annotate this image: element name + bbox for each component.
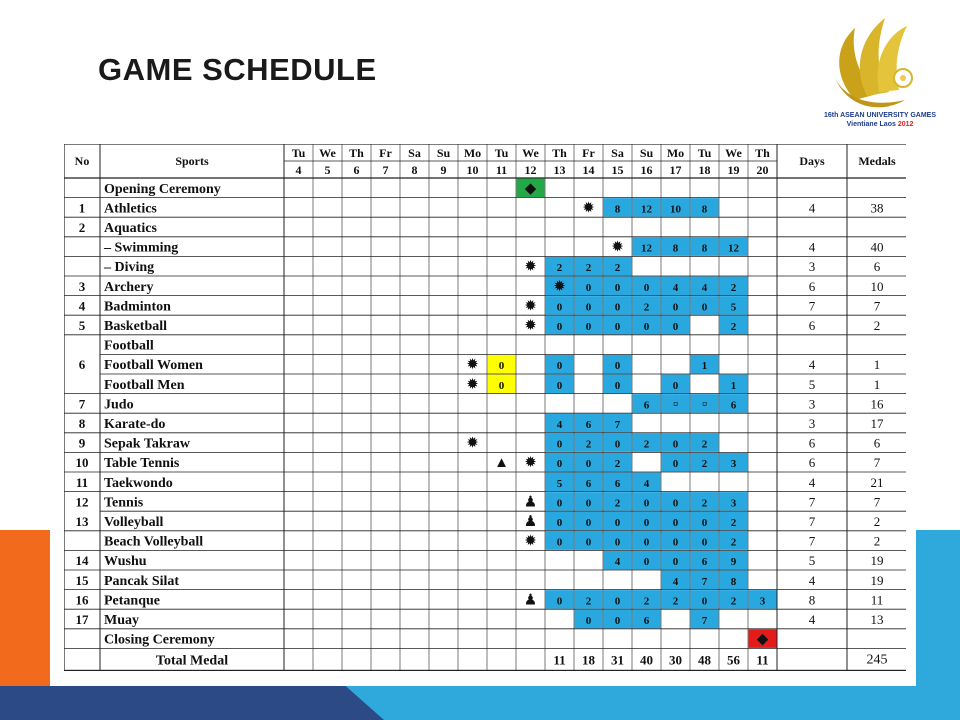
- header-date: 16: [640, 163, 653, 177]
- medal-count: 0: [585, 301, 592, 314]
- header-day-name: We: [725, 146, 742, 160]
- medal-count: 12: [641, 242, 652, 255]
- medal-count: 0: [643, 556, 650, 569]
- total-value: 31: [611, 652, 624, 668]
- medal-count: 2: [672, 595, 679, 608]
- medal-count: 0: [614, 360, 621, 373]
- medal-count: 3: [759, 595, 766, 608]
- sport-name: Judo: [104, 397, 134, 413]
- row-medals: 6: [873, 259, 881, 275]
- sport-name: Table Tennis: [104, 456, 180, 472]
- header-medals: Medals: [858, 154, 896, 168]
- header-sports: Sports: [175, 154, 209, 168]
- row-medals: 2: [873, 533, 881, 549]
- row-days: 5: [808, 376, 816, 392]
- row-number: 12: [75, 494, 89, 510]
- header-date: 19: [727, 163, 740, 177]
- event-symbol: ✹: [553, 278, 566, 295]
- medal-count: 0: [701, 301, 708, 314]
- sport-name: Karate-do: [104, 417, 166, 432]
- row-days: 4: [808, 200, 816, 216]
- total-value: 18: [582, 652, 595, 668]
- event-symbol: ▲: [494, 455, 509, 472]
- medal-count: 8: [701, 203, 708, 216]
- row-days: 6: [808, 318, 816, 333]
- medal-count: 5: [730, 301, 737, 314]
- row-days: 7: [808, 298, 816, 314]
- medal-count: 0: [614, 517, 621, 529]
- event-symbol: ✹: [524, 318, 537, 334]
- medal-count: 0: [585, 281, 592, 294]
- row-medals: 7: [873, 455, 881, 471]
- event-symbol: ♟: [523, 514, 538, 530]
- row-days: 3: [808, 259, 816, 275]
- medal-count: 8: [672, 242, 679, 255]
- sport-name: Basketball: [104, 319, 168, 334]
- sport-name: Tennis: [104, 495, 144, 511]
- medal-count: 2: [585, 438, 592, 451]
- header-day-name: Th: [349, 146, 364, 160]
- total-value: 48: [698, 652, 711, 668]
- medal-count: 0: [614, 321, 621, 333]
- medal-count: 0: [556, 438, 563, 451]
- header-date: 10: [466, 163, 479, 177]
- total-label: Total Medal: [155, 653, 229, 669]
- medal-count: 4: [556, 419, 563, 431]
- event-symbol: ♟: [523, 494, 538, 511]
- medal-count: 7: [701, 615, 708, 627]
- medal-count: 0: [556, 497, 563, 510]
- medal-count: 0: [672, 379, 679, 392]
- medal-count: 4: [643, 477, 650, 490]
- header-date: 13: [553, 163, 566, 177]
- medal-count: 0: [585, 517, 592, 529]
- header-date: 14: [582, 163, 595, 177]
- row-number: 15: [75, 572, 89, 588]
- header-no: No: [74, 154, 90, 168]
- sport-name: Pancak Silat: [104, 573, 180, 589]
- medal-count: 0: [556, 458, 563, 471]
- schedule-image: [50, 132, 916, 686]
- sport-name: Volleyball: [104, 515, 164, 530]
- medal-count: 2: [701, 497, 708, 510]
- medal-count: 4: [614, 556, 621, 569]
- medal-count: 2: [730, 517, 737, 529]
- header-day-name: Th: [755, 146, 770, 160]
- sport-name: Beach Volleyball: [104, 534, 204, 550]
- medal-count: 10: [670, 203, 681, 216]
- medal-count: 0: [701, 595, 708, 608]
- event-symbol: ♟: [523, 592, 538, 609]
- sport-name: Football Men: [104, 377, 185, 393]
- event-symbol: ◆: [524, 180, 537, 197]
- medal-count: 0: [643, 517, 650, 529]
- medal-count: 2: [701, 438, 708, 451]
- row-number: 8: [78, 416, 86, 431]
- medal-count: 2: [614, 262, 621, 275]
- medal-count: 2: [643, 438, 650, 451]
- header-date: 7: [382, 163, 389, 177]
- header-day-name: Tu: [494, 146, 509, 160]
- medal-count: 0: [643, 321, 650, 333]
- medal-count: 0: [614, 379, 621, 392]
- row-days: 4: [808, 572, 816, 588]
- header-day-name: Th: [552, 146, 567, 160]
- medal-count: 0: [556, 595, 563, 608]
- row-medals: 11: [870, 592, 884, 608]
- header-date: 12: [524, 163, 537, 177]
- sport-name: Muay: [104, 613, 139, 628]
- row-medals: 19: [870, 553, 884, 569]
- row-medals: 40: [870, 239, 884, 255]
- header-day-name: Fr: [582, 146, 595, 160]
- medal-count: 1: [701, 360, 708, 373]
- medal-count: 0: [556, 360, 563, 373]
- slide-title: GAME SCHEDULE: [98, 52, 377, 87]
- medal-count: 2: [614, 497, 621, 510]
- medal-count: 0: [643, 281, 650, 294]
- row-number: 6: [78, 357, 86, 373]
- medal-count: 12: [728, 242, 739, 255]
- medal-count: 0: [614, 615, 621, 627]
- sport-name: Football Women: [104, 358, 203, 374]
- row-medals: 38: [870, 200, 884, 216]
- medal-count: 0: [672, 517, 679, 529]
- medal-count: 6: [701, 556, 708, 569]
- medal-count: 4: [701, 281, 708, 294]
- table-frame: [64, 144, 906, 670]
- medal-count: 0: [498, 360, 505, 373]
- row-number: 5: [78, 318, 86, 333]
- medal-count: 7: [701, 575, 708, 588]
- row-medals: 16: [870, 396, 884, 412]
- medal-count: 0: [585, 615, 592, 627]
- medal-count: 2: [701, 458, 708, 471]
- medal-count: 0: [701, 536, 708, 549]
- medal-count: 2: [730, 321, 737, 333]
- row-number: 16: [75, 592, 89, 608]
- medal-count: 0: [614, 438, 621, 451]
- row-medals: 21: [870, 474, 884, 490]
- medal-count: 0: [556, 517, 563, 529]
- header-date: 9: [440, 163, 447, 177]
- header-date: 15: [611, 163, 624, 177]
- row-days: 5: [808, 553, 816, 569]
- medal-count: 0: [672, 536, 679, 549]
- total-value: 30: [669, 652, 682, 668]
- medal-count: 2: [730, 595, 737, 608]
- header-date: 4: [295, 163, 302, 177]
- medal-count: 9: [730, 556, 737, 569]
- header-day-name: We: [319, 146, 336, 160]
- sport-name: Wushu: [104, 554, 147, 570]
- medal-count: 0: [643, 536, 650, 549]
- medal-count: 2: [614, 458, 621, 471]
- medal-count: 4: [672, 575, 679, 588]
- header-date: 5: [324, 163, 331, 177]
- medal-count: 2: [730, 281, 737, 294]
- header-date: 8: [411, 163, 418, 177]
- row-number: 14: [75, 553, 89, 569]
- row-medals: 19: [870, 572, 884, 588]
- header-day-name: Tu: [697, 146, 712, 160]
- row-days: 7: [808, 514, 816, 529]
- row-days: 8: [808, 592, 816, 608]
- sport-name: Athletics: [104, 201, 157, 217]
- total-grand: 245: [866, 652, 888, 668]
- medal-count: 1: [730, 379, 737, 392]
- medal-count: 0: [701, 517, 708, 529]
- row-medals: 7: [873, 494, 881, 510]
- medal-count: 6: [643, 615, 650, 627]
- row-number: 3: [78, 278, 86, 294]
- header-date: 6: [353, 163, 360, 177]
- medal-count: 0: [672, 497, 679, 510]
- sport-name: Aquatics: [104, 221, 157, 236]
- sport-name: Taekwondo: [104, 475, 173, 491]
- medal-count: 0: [614, 595, 621, 608]
- event-symbol: ✹: [582, 200, 595, 217]
- row-medals: 7: [873, 298, 881, 314]
- medal-count: 0: [614, 536, 621, 549]
- medal-count: 8: [701, 242, 708, 255]
- medal-count: 0: [585, 321, 592, 333]
- sport-name: – Diving: [104, 260, 155, 276]
- medal-count: 0: [585, 497, 592, 510]
- header-day-name: Sa: [611, 146, 624, 160]
- row-days: 6: [808, 435, 816, 451]
- row-days: 3: [808, 396, 816, 412]
- row-number: 4: [78, 298, 86, 314]
- sport-name: Petanque: [104, 593, 160, 609]
- medal-count: 0: [556, 379, 563, 392]
- row-number: 1: [78, 200, 86, 216]
- event-symbol: ✹: [466, 435, 479, 452]
- header-day-name: Fr: [379, 146, 392, 160]
- event-symbol: ✹: [524, 259, 537, 276]
- row-medals: 13: [870, 612, 884, 627]
- medal-count: 2: [730, 536, 737, 549]
- medal-count: 3: [730, 497, 737, 510]
- header-day-name: Sa: [408, 146, 421, 160]
- medal-count: 0: [614, 301, 621, 314]
- logo-year: 2012: [897, 121, 914, 128]
- header-day-name: Su: [436, 146, 451, 160]
- header-date: 17: [669, 163, 682, 177]
- row-days: 6: [808, 455, 816, 471]
- header-day-name: We: [522, 146, 539, 160]
- medal-count: 4: [672, 281, 679, 294]
- row-number: 13: [75, 514, 89, 529]
- medal-count: 7: [614, 419, 621, 431]
- medal-count: 0: [672, 301, 679, 314]
- header-date: 18: [698, 163, 711, 177]
- medal-count: 0: [672, 458, 679, 471]
- row-days: 4: [808, 612, 816, 627]
- medal-count: 0: [556, 536, 563, 549]
- medal-count: 3: [730, 458, 737, 471]
- row-number: 9: [78, 435, 86, 451]
- medal-count: 0: [556, 301, 563, 314]
- medal-count: 0: [672, 438, 679, 451]
- medal-count: 0: [585, 458, 592, 471]
- logo-line-1: 16th ASEAN UNIVERSITY GAMES: [823, 112, 937, 119]
- medal-count: 5: [556, 477, 563, 490]
- row-number: 7: [78, 396, 86, 412]
- logo-line-2-prefix: Vientiane Laos: [846, 121, 898, 128]
- row-days: 6: [808, 278, 816, 294]
- medal-count: 0: [672, 321, 679, 333]
- row-medals: 17: [870, 416, 884, 431]
- total-value: 40: [640, 652, 653, 668]
- row-medals: 1: [873, 357, 881, 373]
- header-day-name: Su: [639, 146, 654, 160]
- row-days: 7: [808, 494, 816, 510]
- event-symbol: ▫: [672, 396, 679, 413]
- event-symbol: ◆: [756, 631, 769, 648]
- medal-count: 8: [730, 575, 737, 588]
- row-medals: 2: [873, 318, 881, 333]
- event-symbol: ✹: [524, 533, 537, 550]
- medal-count: 0: [643, 497, 650, 510]
- sport-name: Badminton: [104, 299, 171, 315]
- event-symbol: ✹: [466, 357, 479, 374]
- row-days: 4: [808, 474, 816, 490]
- header-day-name: Tu: [291, 146, 306, 160]
- total-value: 11: [756, 652, 769, 668]
- row-number: 11: [75, 474, 89, 490]
- medal-count: 6: [730, 399, 737, 412]
- row-number: 10: [75, 455, 89, 471]
- event-symbol: ✹: [466, 376, 479, 393]
- row-medals: 1: [873, 376, 881, 392]
- row-medals: 2: [873, 514, 881, 529]
- sport-name: Opening Ceremony: [104, 181, 221, 197]
- header-day-name: Mo: [666, 146, 685, 160]
- total-value: 56: [727, 652, 740, 668]
- schedule-table: [64, 144, 906, 676]
- row-medals: 10: [870, 278, 884, 294]
- event-symbol: ✹: [611, 239, 624, 256]
- medal-count: 0: [672, 556, 679, 569]
- medal-count: 2: [643, 595, 650, 608]
- sport-name: Football: [104, 338, 154, 354]
- total-value: 11: [553, 652, 566, 668]
- event-symbol: ✹: [524, 455, 537, 472]
- row-days: 3: [808, 416, 816, 431]
- header-days: Days: [799, 154, 825, 168]
- header-date: 11: [495, 163, 508, 177]
- medal-count: 2: [585, 595, 592, 608]
- row-days: 4: [808, 239, 816, 255]
- medal-count: 0: [614, 281, 621, 294]
- row-number: 17: [75, 612, 89, 627]
- event-symbol: ▫: [701, 396, 708, 413]
- medal-count: 0: [498, 379, 505, 392]
- medal-count: 12: [641, 203, 652, 216]
- row-medals: 6: [873, 435, 881, 451]
- medal-count: 0: [556, 321, 563, 333]
- event-symbol: ✹: [524, 298, 537, 315]
- medal-count: 2: [556, 262, 563, 275]
- medal-count: 0: [585, 536, 592, 549]
- sport-name: Sepak Takraw: [104, 436, 190, 452]
- sport-name: – Swimming: [104, 240, 179, 256]
- sport-name: Closing Ceremony: [104, 632, 215, 648]
- medal-count: 6: [643, 399, 650, 412]
- row-days: 7: [808, 533, 816, 549]
- row-days: 4: [808, 357, 816, 373]
- medal-count: 2: [585, 262, 592, 275]
- medal-count: 8: [614, 203, 621, 216]
- header-day-name: Mo: [463, 146, 482, 160]
- header-date: 20: [756, 163, 769, 177]
- sport-name: Archery: [104, 279, 154, 295]
- medal-count: 6: [585, 477, 592, 490]
- medal-count: 2: [643, 301, 650, 314]
- logo-line-2: [818, 121, 942, 128]
- medal-count: 6: [585, 419, 592, 431]
- row-number: 2: [78, 220, 86, 235]
- medal-count: 6: [614, 477, 621, 490]
